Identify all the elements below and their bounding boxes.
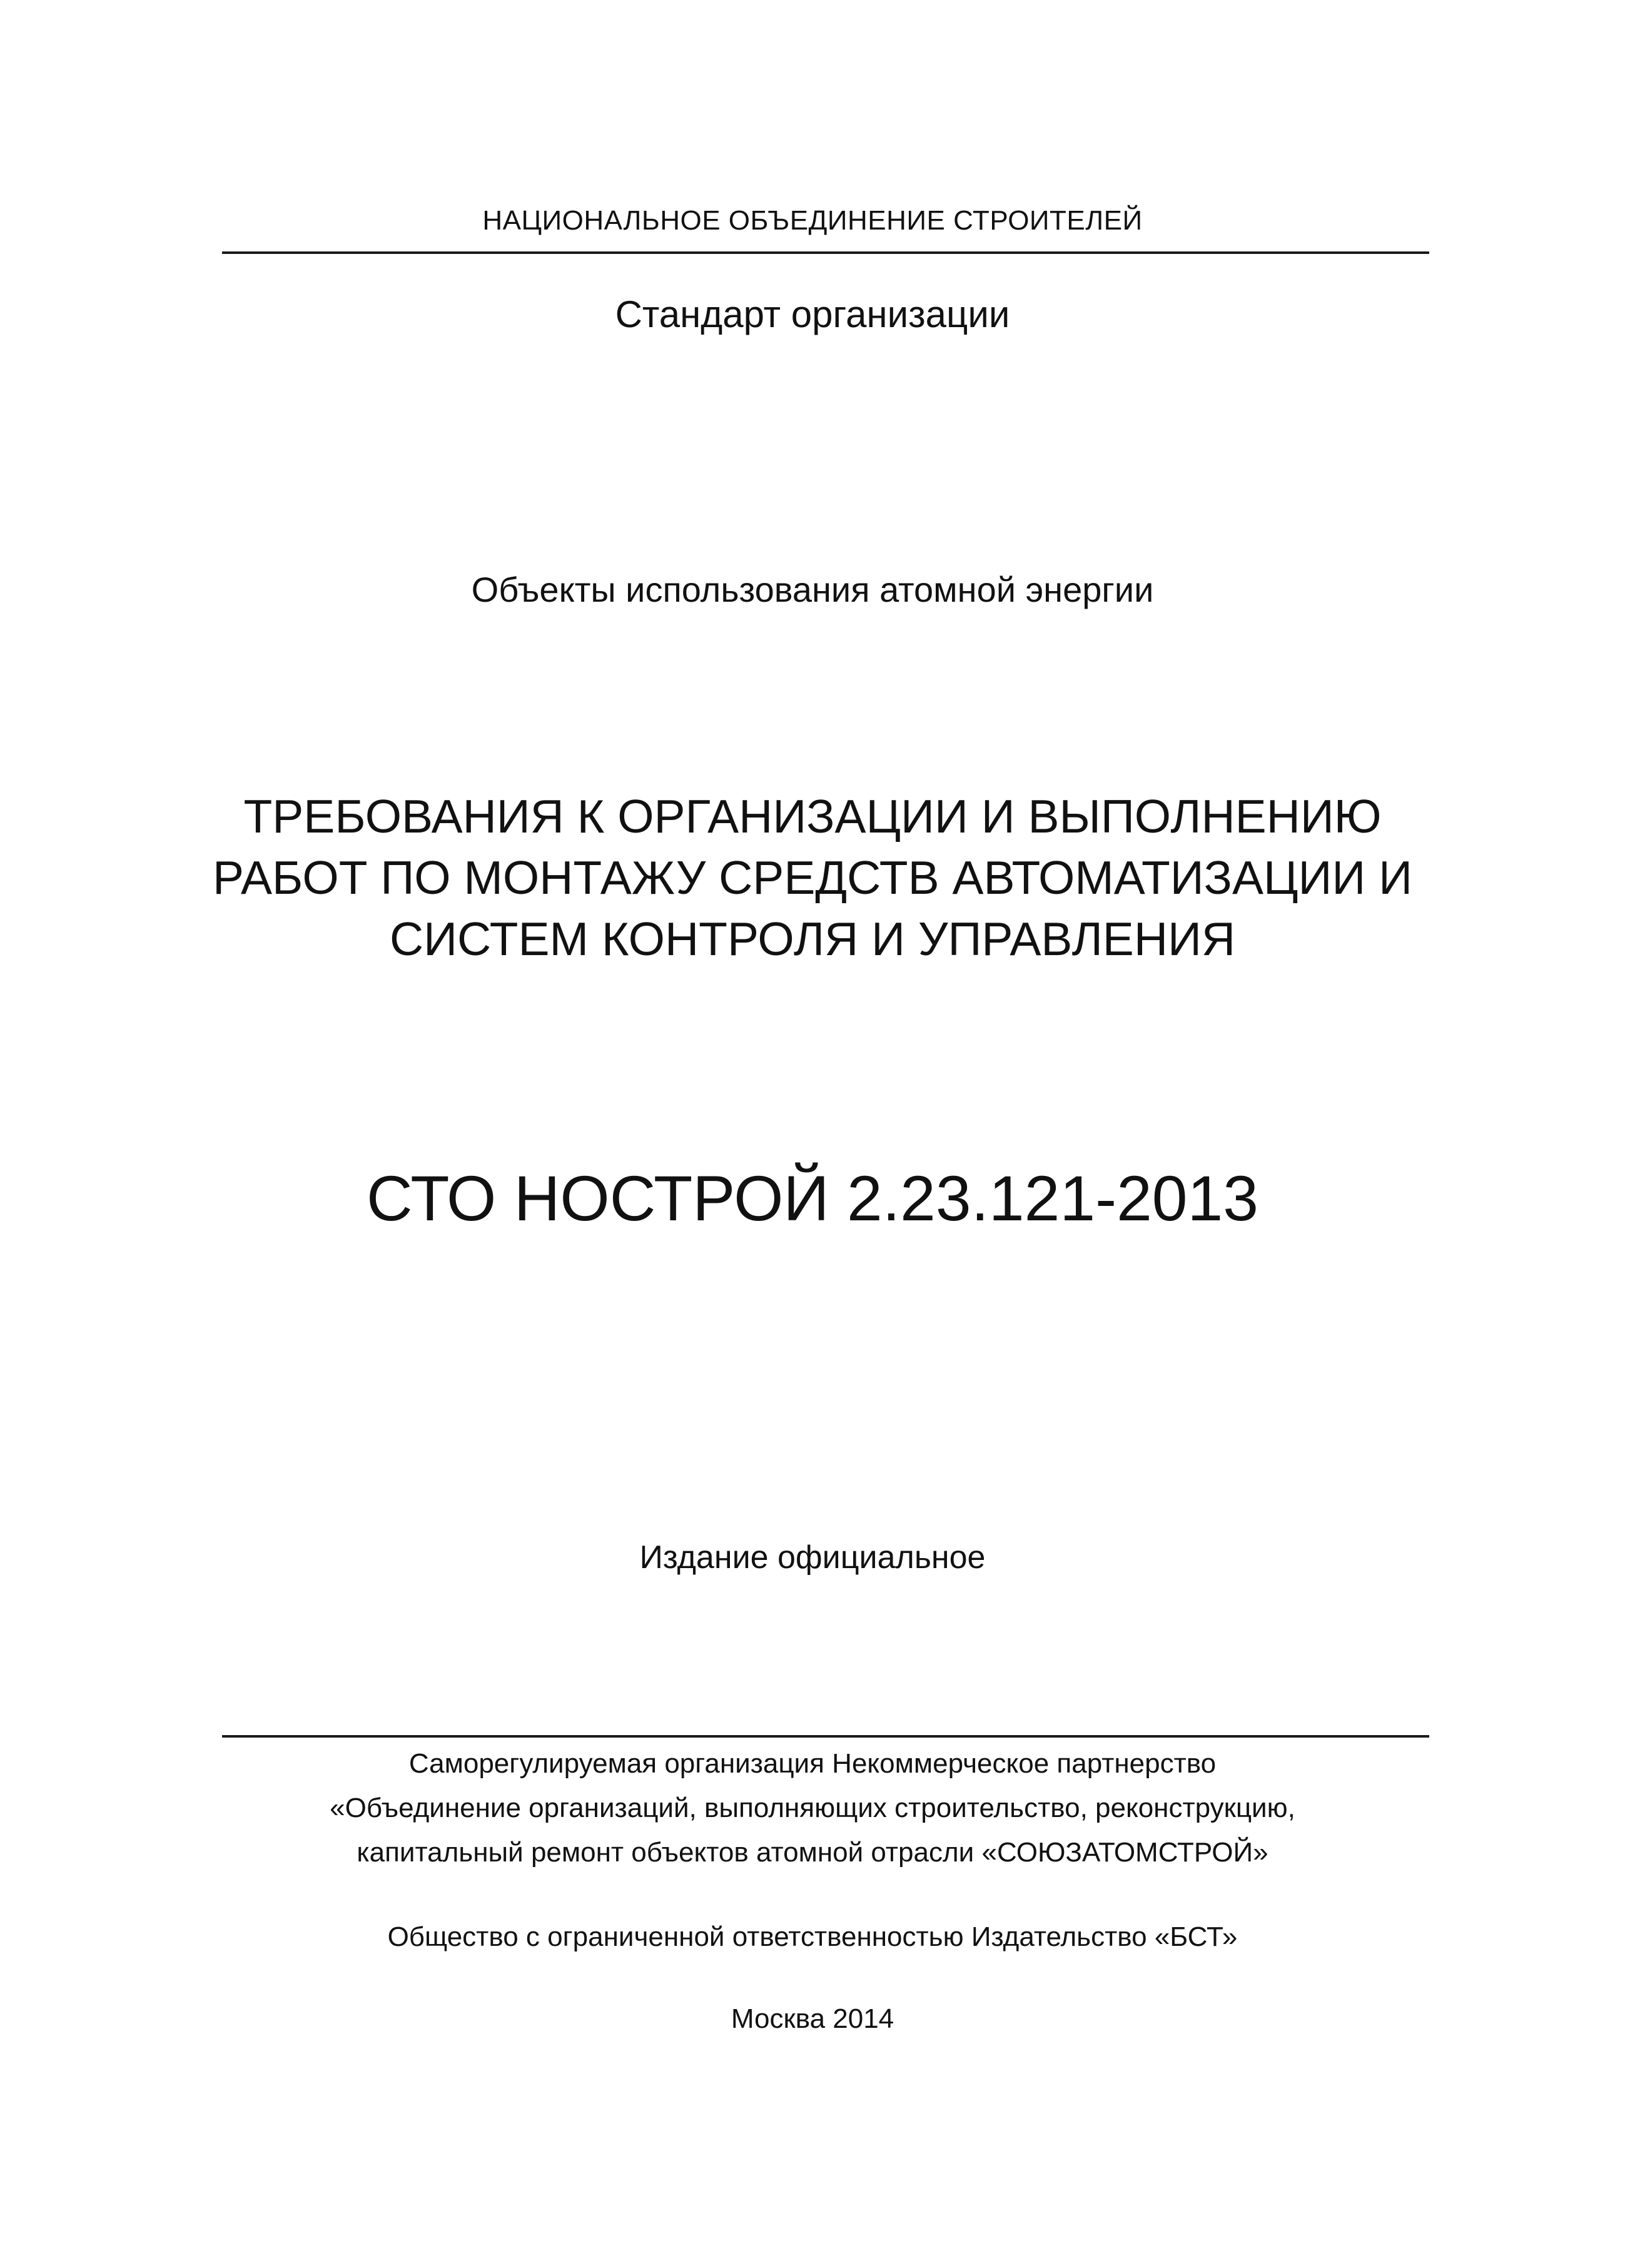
title-line: РАБОТ ПО МОНТАЖУ СРЕДСТВ АВТОМАТИЗАЦИИ И (212, 851, 1413, 904)
title-line: СИСТЕМ КОНТРОЛЯ И УПРАВЛЕНИЯ (389, 913, 1236, 965)
standard-code: СТО НОСТРОЙ 2.23.121-2013 (367, 1163, 1258, 1234)
publisher-line: капитальный ремонт объектов атомной отрасли «СОЮЗАТОМСТРОЙ» (357, 1837, 1268, 1868)
publisher-line: Саморегулируемая организация Некоммерческое партнерство (408, 1748, 1217, 1779)
publisher-line: «Объединение организаций, выполняющих строительство, реконструкцию, (330, 1793, 1295, 1823)
printer-name: Общество с ограниченной ответственностью Издательство «БСТ» (387, 1921, 1238, 1952)
document-subject: Объекты использования атомной энергии (471, 570, 1154, 609)
document-kind: Стандарт организации (615, 293, 1010, 335)
bottom-divider (222, 1735, 1429, 1738)
organization-header: НАЦИОНАЛЬНОЕ ОБЪЕДИНЕНИЕ СТРОИТЕЛЕЙ (482, 205, 1143, 236)
top-divider (222, 251, 1429, 254)
title-line: ТРЕБОВАНИЯ К ОРГАНИЗАЦИИ И ВЫПОЛНЕНИЮ (243, 790, 1382, 843)
city-year: Москва 2014 (731, 2003, 894, 2034)
edition-note: Издание официальное (639, 1539, 986, 1576)
